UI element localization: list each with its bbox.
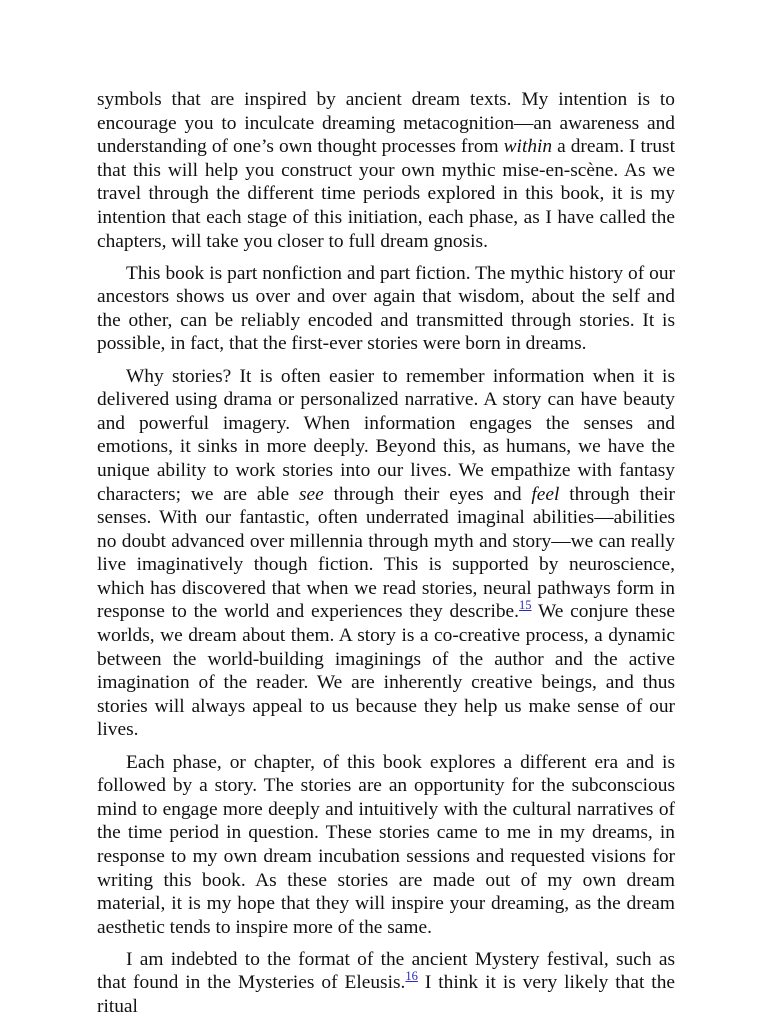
text-segment: I think it is very likely that the ritual: [97, 972, 675, 1017]
page-body: [97, 88, 675, 1027]
text-segment: symbols that are inspired by ancient dream texts. My intention is to encourage you to inculcate dreaming metacognition—an awareness and understanding of one’s own thought processes from: [97, 89, 675, 158]
paragraph-3: [97, 365, 675, 743]
text-segment: Each phase, or chapter, of this book explores a different era and is followed by a story. The stories are an opportunity for the subconscious mind to engage more deeply and intuitively with the cultural narratives of the time period in question. These stories came to me in my dreams, in response to my own dream incubation sessions and requested visions for writing this book. As these stories are made out of my own dream material, it is my hope that they will inspire your dreaming, as the dream aesthetic tends to inspire more of the same.: [97, 751, 675, 938]
text-segment: This book is part nonfiction and part fiction. The mythic history of our ancestors shows us over and over again that wisdom, about the self and the other, can be reliably encoded and transmitted through stories. It is possible, in fact, that the first-ever stories were born in dreams.: [97, 262, 675, 355]
text-segment: a dream. I trust that this will help you construct your own mythic mise-en-scène. As we travel through the different time periods explored in this book, it is my intention that each stage of this initiation, each phase, as I have called the chapters, will take you closer to full dream gnosis.: [97, 136, 675, 252]
paragraph-5: [97, 948, 675, 1019]
text-segment: I am indebted to the format of the ancient Mystery festival, such as that found in the Mysteries of Eleusis.: [97, 948, 675, 994]
emphasis-feel: feel: [531, 483, 560, 505]
text-segment: Why stories? It is often easier to remember information when it is delivered using drama or personalized narrative. A story can have beauty and powerful imagery. When information engages the senses and emotions, it sinks in more deeply. Beyond this, as humans, we have the unique ability to work stories into our lives. We empathize with fantasy characters; we are able: [97, 365, 675, 505]
footnote-link-15[interactable]: 15: [519, 598, 532, 613]
paragraph-4: [97, 751, 675, 940]
paragraph-2: [97, 262, 675, 356]
text-segment: We conjure these worlds, we dream about them. A story is a co-creative process, a dynamic between the world-building imaginings of the author and the active imagination of the reader. We are inherently creative beings, and thus stories will always appeal to us because they help us make sense of our lives.: [97, 601, 675, 741]
footnote-link-16[interactable]: 16: [405, 969, 418, 984]
text-segment: through their senses. With our fantastic, often underrated imaginal abilities—abilities no doubt advanced over millennia through myth and story—we can really live imaginatively though fiction. This is supported by neuroscience, which has discovered that when we read stories, neural pathways form in response to the world and experiences they describe.: [97, 483, 675, 623]
emphasis-see: see: [299, 483, 324, 505]
emphasis-within: within: [503, 136, 553, 158]
paragraph-1: [97, 88, 675, 253]
text-segment: through their eyes and: [323, 483, 532, 505]
